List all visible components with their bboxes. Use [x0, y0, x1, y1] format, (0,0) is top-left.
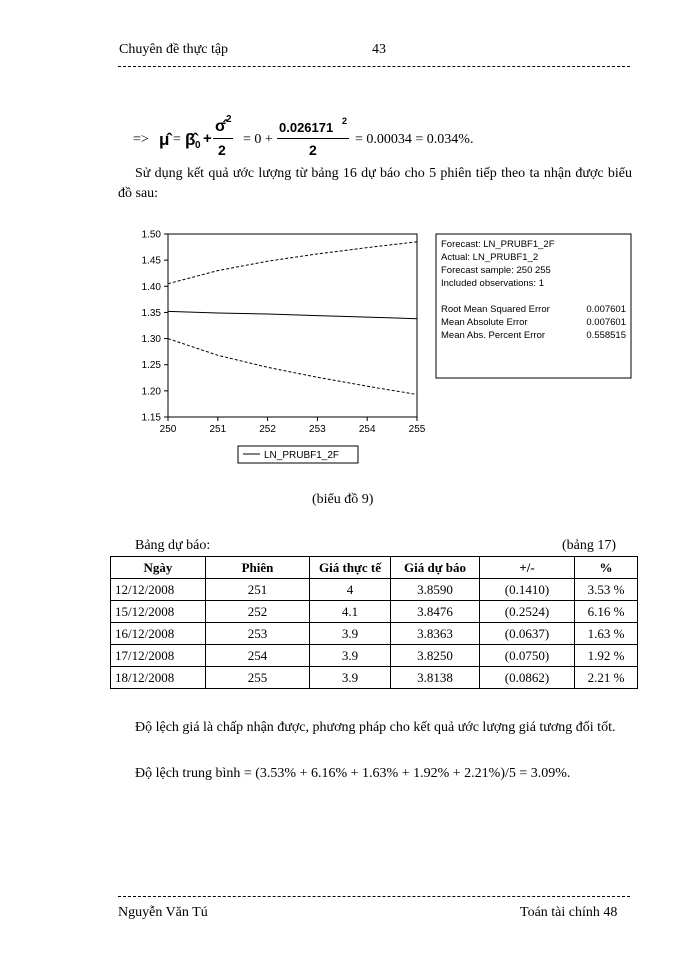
legend-label: LN_PRUBF1_2F	[264, 450, 340, 461]
table-row	[111, 579, 638, 601]
cell-actual: 4.1	[310, 601, 391, 623]
formula-beta0-hat: β̂	[185, 130, 196, 149]
stats-mape-value: 0.558515	[586, 330, 626, 341]
plot-area	[168, 234, 417, 417]
cell-session: 252	[206, 601, 310, 623]
y-tick-label: 1.15	[141, 412, 161, 424]
y-tick-label: 1.35	[141, 307, 161, 319]
formula-mu-hat: μ̂	[159, 130, 170, 149]
x-tick-label: 250	[159, 424, 177, 435]
cell-forecast: 3.8590	[391, 579, 480, 601]
cell-diff: (0.0862)	[480, 667, 575, 689]
stats-forecast-line: Forecast: LN_PRUBF1_2F	[441, 239, 555, 250]
table-row	[111, 601, 638, 623]
formula	[133, 116, 513, 162]
stats-actual-line: Actual: LN_PRUBF1_2	[441, 252, 539, 263]
cell-forecast: 3.8138	[391, 667, 480, 689]
formula-eq-zero-plus: = 0 +	[243, 132, 273, 147]
cell-date: 18/12/2008	[111, 667, 206, 689]
forecast-table	[110, 556, 638, 689]
conclusion-paragraph: Độ lệch giá là chấp nhận được, phương pháp cho kết quả ước lượng giá tương đối tốt.	[135, 720, 616, 735]
formula-beta0-sub: 0	[195, 140, 201, 151]
y-tick-label: 1.20	[141, 386, 161, 398]
stats-observations-line: Included observations: 1	[441, 278, 544, 289]
col-header-percent: %	[575, 557, 638, 579]
table-number: (bảng 17)	[562, 538, 617, 553]
forecast-chart	[126, 224, 636, 468]
cell-date: 15/12/2008	[111, 601, 206, 623]
cell-session: 255	[206, 667, 310, 689]
cell-percent: 6.16 %	[575, 601, 638, 623]
mean-deviation: Độ lệch trung bình = (3.53% + 6.16% + 1.63% + 1.92% + 2.21%)/5 = 3.09%.	[135, 766, 571, 781]
cell-date: 12/12/2008	[111, 579, 206, 601]
formula-denominator-2: 2	[309, 142, 317, 158]
header-page-number: 43	[372, 42, 386, 57]
y-tick-label: 1.45	[141, 255, 161, 267]
footer-course-page: Toán tài chính 48	[520, 905, 618, 920]
formula-sigma-hat: σ̂	[215, 118, 226, 135]
cell-percent: 2.21 %	[575, 667, 638, 689]
formula-plus: +	[203, 130, 212, 147]
cell-actual: 3.9	[310, 623, 391, 645]
cell-session: 253	[206, 623, 310, 645]
cell-diff: (0.0637)	[480, 623, 575, 645]
col-header-forecast: Giá dự báo	[391, 557, 480, 579]
col-header-diff: +/-	[480, 557, 575, 579]
table-row	[111, 645, 638, 667]
col-header-date: Ngày	[111, 557, 206, 579]
table-row	[111, 623, 638, 645]
cell-actual: 3.9	[310, 667, 391, 689]
x-tick-label: 255	[408, 424, 426, 435]
cell-diff: (0.1410)	[480, 579, 575, 601]
table-row	[111, 667, 638, 689]
header-title: Chuyên đề thực tập	[119, 42, 229, 57]
formula-prefix: =>	[133, 132, 149, 147]
stats-rmse-value: 0.007601	[586, 304, 626, 315]
table-header-row	[111, 557, 638, 579]
cell-session: 251	[206, 579, 310, 601]
y-tick-label: 1.40	[141, 281, 161, 293]
stats-rmse-label: Root Mean Squared Error	[441, 304, 550, 315]
y-tick-label: 1.25	[141, 360, 161, 372]
x-tick-label: 253	[309, 424, 326, 435]
y-tick-label: 1.30	[141, 334, 161, 346]
formula-sigma-exp: 2	[226, 114, 232, 125]
col-header-actual: Giá thực tế	[310, 557, 391, 579]
x-tick-label: 251	[209, 424, 227, 435]
cell-date: 16/12/2008	[111, 623, 206, 645]
cell-actual: 3.9	[310, 645, 391, 667]
cell-forecast: 3.8363	[391, 623, 480, 645]
cell-actual: 4	[310, 579, 391, 601]
x-tick-label: 252	[259, 424, 276, 435]
footer-divider	[118, 896, 630, 897]
cell-percent: 1.92 %	[575, 645, 638, 667]
header-divider	[118, 66, 630, 67]
intro-paragraph: Sử dụng kết quả ước lượng từ bảng 16 dự báo cho 5 phiên tiếp theo ta nhận được biểu đồ sau:	[118, 166, 632, 201]
formula-equals: =	[173, 132, 181, 147]
cell-percent: 1.63 %	[575, 623, 638, 645]
cell-date: 17/12/2008	[111, 645, 206, 667]
cell-forecast: 3.8476	[391, 601, 480, 623]
formula-numerator-2-exp: 2	[342, 116, 348, 126]
chart-caption: (biểu đồ 9)	[312, 492, 374, 507]
x-tick-label: 254	[358, 424, 376, 435]
formula-fraction-bar-1	[213, 138, 233, 139]
stats-sample-line: Forecast sample: 250 255	[441, 265, 551, 276]
cell-session: 254	[206, 645, 310, 667]
col-header-session: Phiên	[206, 557, 310, 579]
stats-mape-label: Mean Abs. Percent Error	[441, 330, 546, 341]
cell-diff: (0.0750)	[480, 645, 575, 667]
table-title: Bảng dự báo:	[135, 538, 211, 553]
formula-result: = 0.00034 = 0.034%.	[355, 132, 474, 147]
cell-forecast: 3.8250	[391, 645, 480, 667]
cell-percent: 3.53 %	[575, 579, 638, 601]
y-tick-label: 1.50	[141, 229, 161, 241]
cell-diff: (0.2524)	[480, 601, 575, 623]
formula-numerator-2: 0.026171	[279, 120, 334, 135]
stats-mae-value: 0.007601	[586, 317, 626, 328]
formula-denominator-1: 2	[218, 142, 226, 158]
formula-fraction-bar-2	[277, 138, 349, 139]
stats-mae-label: Mean Absolute Error	[441, 317, 528, 328]
footer-author: Nguyễn Văn Tú	[118, 905, 208, 920]
